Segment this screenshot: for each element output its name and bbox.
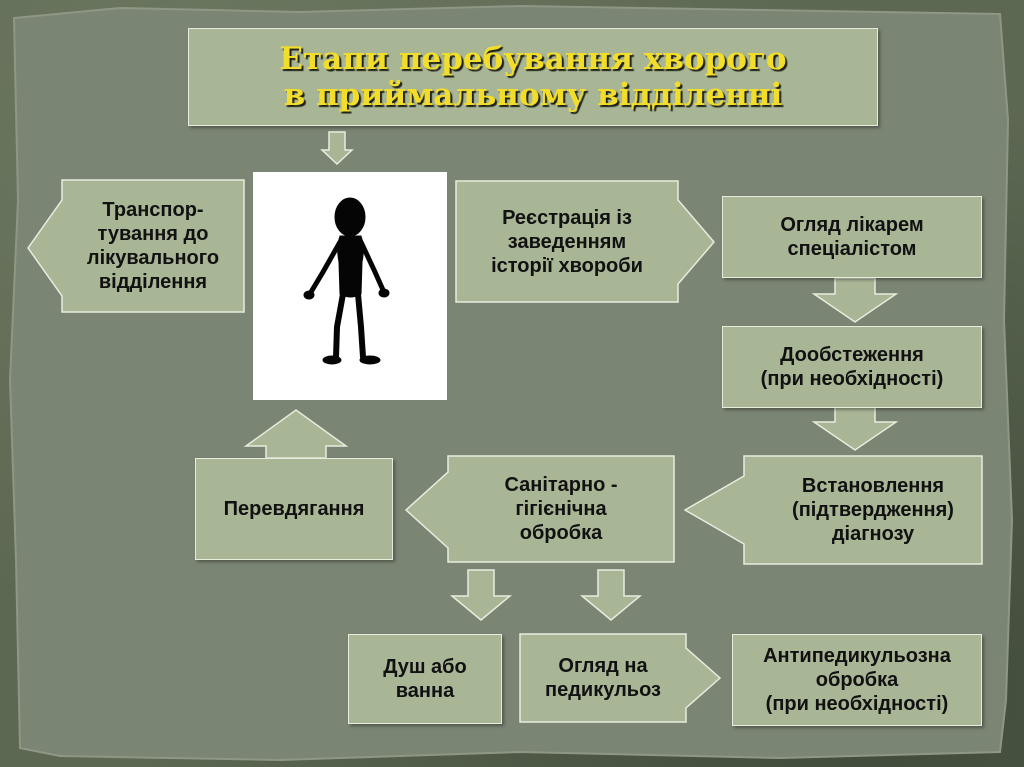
patient-figure — [253, 172, 447, 400]
arrow-down-shower — [452, 570, 510, 620]
arrow-down-additional — [814, 406, 896, 450]
node-shower: Душ або ванна — [348, 634, 502, 724]
person-silhouette-icon — [253, 172, 447, 400]
node-transport: Транспор- тування до лікувального відділення — [86, 199, 220, 293]
node-additional-exam: Дообстеження (при необхідності) — [722, 326, 982, 408]
arrow-down-lice — [582, 570, 640, 620]
arrow-down-specialist — [814, 278, 896, 322]
node-registration: Реєстрація із заведенням історії хвороби — [491, 206, 643, 277]
node-specialist-exam: Огляд лікарем спеціалістом — [722, 196, 982, 278]
diagram-title: Етапи перебування хворого в приймальному відділенні — [188, 28, 878, 126]
arrow-title-down — [322, 132, 352, 164]
node-dressing: Перевдягання — [195, 458, 393, 560]
node-lice-exam: Огляд на педикульоз — [545, 655, 661, 701]
node-antilice: Антипедикульозна обробка (при необхідності) — [732, 634, 982, 726]
node-sanitary: Санітарно - гігієнічна обробка — [504, 474, 618, 544]
node-diagnosis: Встановлення (підтвердження) діагнозу — [792, 475, 954, 545]
arrow-up-dressing — [246, 410, 346, 458]
